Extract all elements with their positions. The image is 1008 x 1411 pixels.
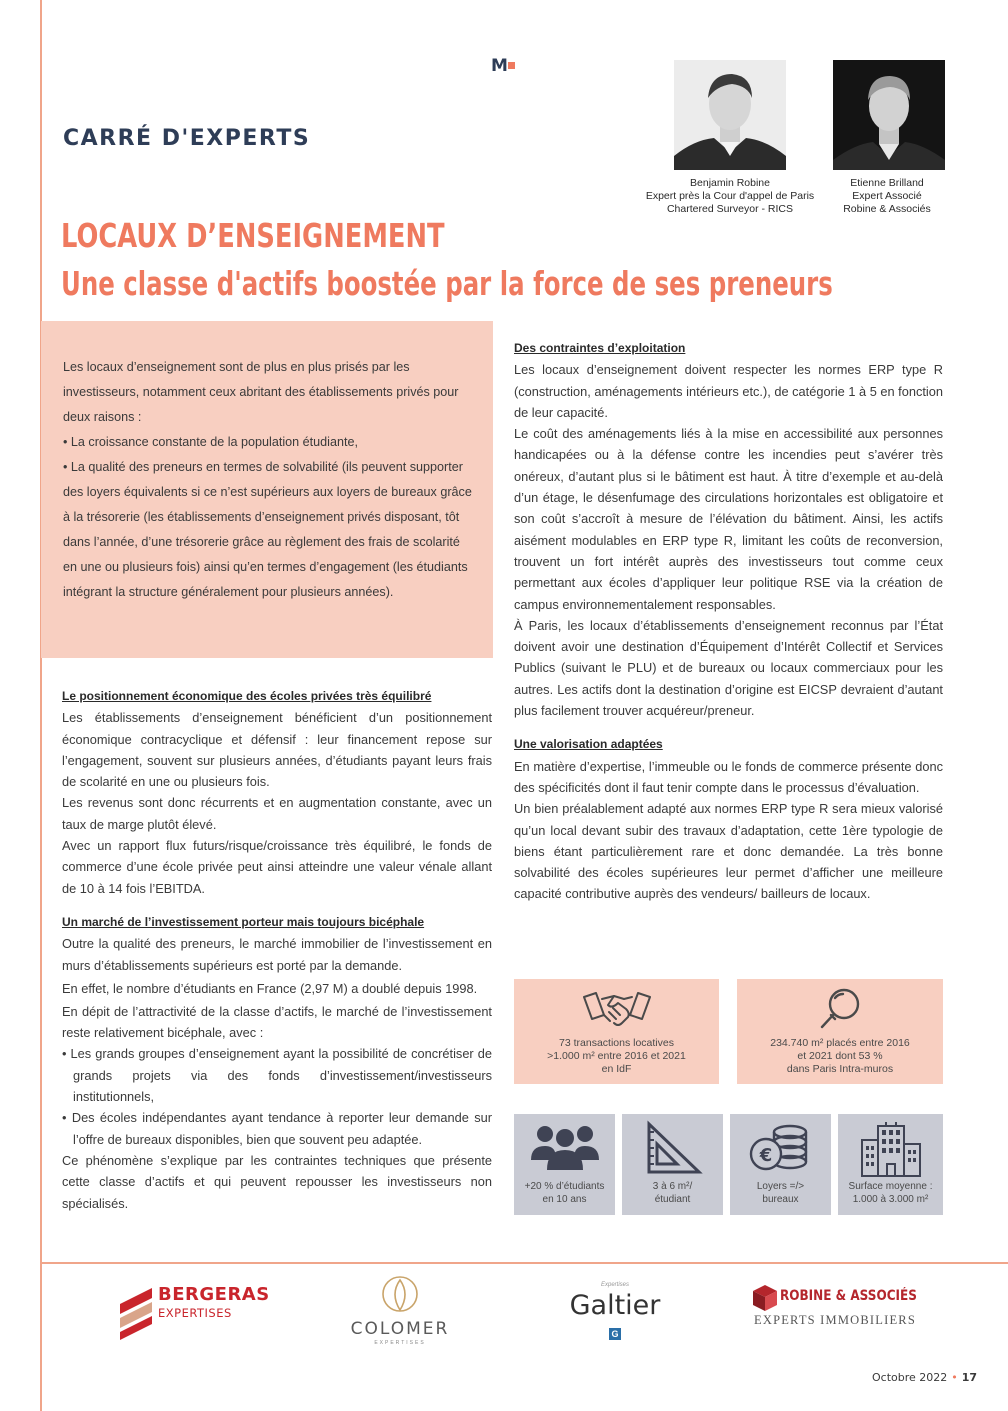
robine-sub: EXPERTS IMMOBILIERS [754, 1313, 916, 1327]
paragraph: À Paris, les locaux d’établissements d’enseignement reconnus par l’État doivent avoir une destination d’Équipement d’Intérêt Collectif et Services Publics (suivant le PLU) et de bureaux ou locaux commerciaux pour les autres. Les actifs dont la destination d’origine est EICSP devraient d’autant plus facilement trouver acquéreur/preneur. [514, 617, 943, 719]
footer-dot: • [951, 1371, 958, 1384]
stat-surfaces-placed [737, 979, 943, 1084]
stat-line: Surface moyenne : [848, 1181, 933, 1192]
bergeras-logo [116, 1284, 270, 1344]
expert-company: Robine & Associés [843, 203, 931, 215]
colomer-mark-icon [380, 1274, 420, 1318]
section-heading: Une valorisation adaptées [514, 737, 663, 752]
stat-line: dans Paris Intra-muros [786, 1063, 894, 1075]
colomer-sub: EXPERTISES [374, 1340, 426, 1346]
paragraph: Outre la qualité des preneurs, le marché immobilier de l’investissement en murs d’établissements supérieurs est porté par la demande. [62, 936, 492, 973]
right-column [514, 338, 943, 905]
rubric-title: CARRÉ D'EXPERTS [63, 126, 311, 151]
stat-line: bureaux [762, 1194, 799, 1205]
stat-line: +20 % d’étudiants [524, 1181, 605, 1192]
intro-bullet: • La qualité des preneurs en termes de solvabilité (ils peuvent supporter des loyers équivalents si ce n’est supérieurs aux loyers de bureaux grâce à la trésorerie (les établissements d’enseignement privés disposant, tôt dans l’année, d’une trésorerie grâce au règlement des frais de scolarité en une ou plusieurs fois) ainsi qu’en termes d’engagement (les étudiants intégrant la structure généralement pour plusieurs années). [63, 460, 472, 599]
stat-surface-per-student [622, 1114, 723, 1215]
stat-rents [730, 1114, 831, 1215]
expert-name: Benjamin Robine [690, 177, 770, 189]
logos-divider-line [40, 1262, 1008, 1264]
robine-name: ROBINE & ASSOCIÉS [780, 1288, 917, 1304]
colomer-name: COLOMER [350, 1319, 450, 1339]
article-title: LOCAUX D’ENSEIGNEMENT [61, 216, 445, 255]
stat-average-surface [838, 1114, 943, 1215]
expert-role: Expert près la Cour d'appel de Paris [645, 190, 815, 202]
paragraph: Avec un rapport flux futurs/risque/croissance très équilibré, le fonds de commerce d’une école privée peut ainsi atteindre une valeur vénale allant de 10 à 14 fois l’EBITDA. [62, 838, 492, 896]
page-footer [872, 1371, 977, 1384]
paragraph: Les établissements d’enseignement bénéficient d’un positionnement économique contracyclique et défensif : leur financement repose sur l’engagement, souvent sur plusieurs années, d’étudiants payant leurs frais de scolarité en une ou plusieurs fois. [62, 710, 492, 790]
stat-line: 3 à 6 m²/ [652, 1181, 693, 1192]
bullet-list [62, 1043, 492, 1149]
paragraph: Ce phénomène s’explique par les contraintes techniques que présente cette classe d’actifs et qui peuvent repousser les investisseurs non spécialisés. [62, 1152, 492, 1211]
stat-transactions [514, 979, 719, 1084]
list-item: • Les grands groupes d’enseignement ayant la possibilité de concrétiser de grands projets via des fonds d’investissement/investisseurs institutionnels, [62, 1046, 492, 1105]
people-icon [527, 1122, 603, 1172]
handshake-icon [582, 987, 652, 1035]
paragraph: En effet, le nombre d’étudiants en France (2,97 M) a doublé depuis 1998. [62, 980, 478, 996]
bergeras-mark-icon [116, 1284, 158, 1344]
galtier-top: Expertises [600, 1282, 629, 1288]
stat-line: 1.000 à 3.000 m² [852, 1194, 929, 1205]
article-subtitle: Une classe d'actifs boostée par la force de ses preneurs [61, 264, 833, 303]
left-border-line [40, 0, 42, 1411]
paragraph: Les revenus sont donc récurrents et en augmentation constante, avec un taux de marge plutôt élevé. [62, 795, 492, 832]
colomer-logo [340, 1274, 460, 1348]
expert-title: Chartered Surveyor - RICS [666, 203, 794, 215]
stat-line: Loyers =/> [756, 1181, 805, 1192]
bergeras-sub: EXPERTISES [158, 1306, 232, 1320]
stat-line: en IdF [601, 1063, 632, 1075]
euro-coins-icon [746, 1120, 816, 1176]
paragraph: Un bien préalablement adapté aux normes ERP type R sera mieux valorisé qu’un local devant subir des travaux d’adaptation, cette 1ère typologie de biens étant particulièrement rare et donc demandée. La très bonne solvabilité des écoles supérieures leur permet d’afficher une meilleure capacité contributive auprès des vendeurs/ bailleurs de locaux. [514, 801, 943, 902]
paragraph: Les locaux d’enseignement doivent respecter les normes ERP type R (construction, aménagements intérieurs etc.), de catégorie 1 à 5 en fonction de leur capacité. [514, 362, 943, 420]
list-item: • Des écoles indépendantes ayant tendance à reporter leur demande sur l’offre de bureaux disponibles, bien que souvent peu adaptée. [62, 1110, 492, 1147]
bergeras-name: BERGERAS [158, 1284, 270, 1305]
paragraph: En dépit de l’attractivité de la classe d’actifs, le marché de l’investissement reste relativement bicéphale, avec : [62, 1003, 492, 1041]
stat-line: et 2021 dont 53 % [797, 1050, 883, 1062]
expert-photo-etienne-brilland [833, 60, 945, 170]
section-heading: Le positionnement économique des écoles privées très équilibré [62, 689, 432, 703]
stat-line: en 10 ans [542, 1194, 587, 1205]
magazine-logo: M [491, 56, 515, 76]
robine-cube-icon [752, 1284, 778, 1312]
paragraph: Le coût des aménagements liés à la mise en accessibilité aux personnes handicapées ou à la défense contre les incendies peut s’avérer très onéreux, d’autant plus si le bâtiment est haut. À titre d’exemple et au-delà d’un étage, le désenfumage des circulations horizontales est obligatoire et son coût s’accroît à mesure de l’élévation du bâtiment. Ainsi, les actifs aisément modulables en ERP type R, limitant les coûts de reconversion, trouvent un fort intérêt auprès des investisseurs tout comme ceux permettant aux écoles d’appliquer leur politique RSE via la création de campus environnementalement responsables. [514, 426, 943, 612]
galtier-mark: G [609, 1328, 621, 1340]
magnifier-icon [816, 985, 864, 1033]
expert-name: Etienne Brilland [850, 177, 924, 189]
section-heading: Un marché de l’investissement porteur mais toujours bicéphale [62, 914, 425, 929]
section-heading: Des contraintes d’exploitation [514, 341, 686, 355]
expert-caption-benjamin-robine [630, 177, 830, 216]
intro-box [41, 321, 493, 658]
galtier-logo [560, 1282, 670, 1346]
stat-line: 73 transactions locatives [559, 1037, 674, 1049]
svg-text:€: € [759, 1145, 772, 1166]
robine-logo [752, 1282, 917, 1332]
buildings-icon [856, 1120, 926, 1178]
intro-bullet: • La croissance constante de la population étudiante, [63, 435, 358, 449]
set-square-icon [643, 1120, 703, 1176]
stat-line: étudiant [654, 1194, 691, 1205]
stat-line: >1.000 m² entre 2016 et 2021 [547, 1050, 686, 1062]
page-number: 17 [961, 1371, 978, 1384]
stat-line: 234.740 m² placés entre 2016 [770, 1037, 910, 1049]
expert-photo-benjamin-robine [674, 60, 786, 170]
footer-date: Octobre 2022 [872, 1371, 948, 1384]
galtier-name: Galtier [569, 1290, 661, 1321]
intro-paragraph: Les locaux d’enseignement sont de plus en plus prisés par les investisseurs, notamment ceux abritant des établissements privés pour deux raisons : [63, 360, 459, 424]
expert-role: Expert Associé [852, 190, 922, 202]
stat-students-growth [514, 1114, 615, 1215]
paragraph: En matière d’expertise, l’immeuble ou le fonds de commerce présente donc des spécificités dont il faut tenir compte dans le processus d’évaluation. [514, 758, 943, 795]
expert-caption-etienne-brilland [826, 177, 948, 216]
left-column [62, 686, 492, 1214]
